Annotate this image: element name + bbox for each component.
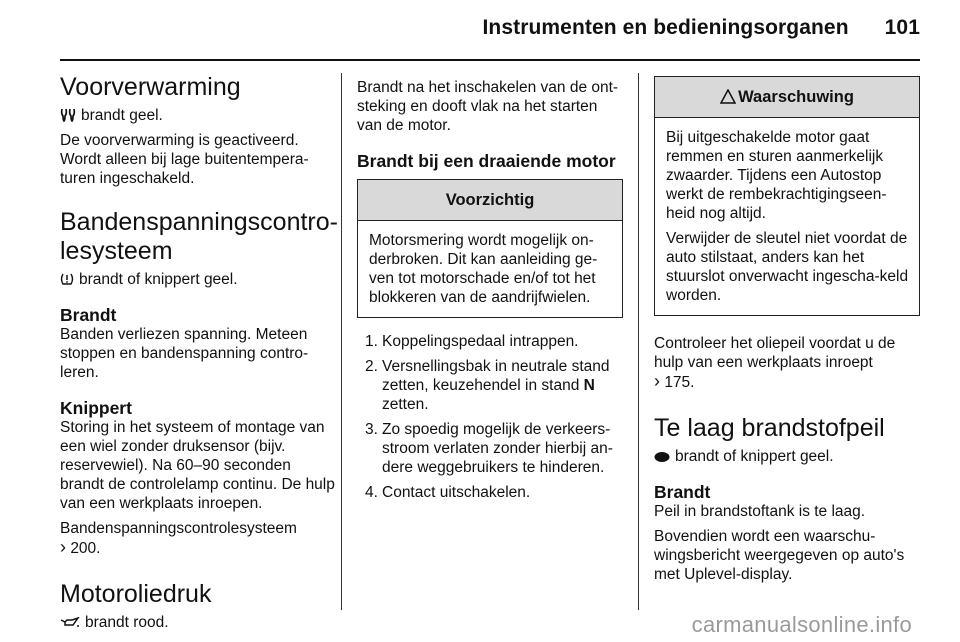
- bandenspanning-status: [60, 270, 335, 289]
- fuel-brandt-p2: Bovendien wordt een waarschu-wingsbericht weergegeven op auto's met Uplevel-display.: [654, 528, 905, 583]
- oil-check-text: [654, 334, 920, 392]
- tire-pressure-icon: [60, 272, 74, 286]
- motoroliedruk-status: [60, 613, 335, 632]
- oil-check-sentence: Controleer het oliepeil voordat u de hulp van een werkplaats inroept: [654, 335, 896, 371]
- page-number: 101: [884, 16, 920, 39]
- section-title-brandstofpeil: Te laag brandstofpeil: [654, 414, 885, 442]
- warning-body: [655, 118, 919, 315]
- warning-paragraph-2: Verwijder de sleutel niet voordat de auto stilstaat, anders kan het stuurslot onverwacht ingescha-keld worden.: [666, 230, 909, 304]
- step-text: Contact uitschakelen.: [382, 484, 531, 501]
- low-fuel-icon: [654, 451, 670, 463]
- bandenspanning-line1: brandt of knippert geel.: [79, 271, 238, 288]
- reference-text: Bandenspanningscontrolesysteem: [60, 520, 297, 537]
- step-number: 2.: [365, 358, 378, 375]
- caution-title: Voorzichtig: [358, 180, 622, 221]
- section-title-motoroliedruk: Motoroliedruk: [60, 580, 212, 608]
- step-bold-text: N: [583, 377, 595, 394]
- column-2: [357, 78, 623, 508]
- motoroliedruk-intro: Brandt na het inschakelen van de ont-steking en dooft vlak na het starten van de motor.: [357, 79, 619, 134]
- brandt-description: Banden verliezen spanning. Meteen stoppen en bandenspanning contro-leren.: [60, 326, 309, 381]
- caution-text: Motorsmering wordt mogelijk on-derbroken. Dit kan aanleiding ge-ven tot motorschade en/of tot het blokkeren van de aandrijfwielen.: [369, 232, 598, 306]
- subtitle-brandt: Brandt: [60, 305, 117, 325]
- watermark: carmanualsonline.info: [691, 612, 912, 637]
- subtitle-knippert: Knippert: [60, 398, 132, 418]
- step-text-end: zetten.: [382, 396, 429, 413]
- glow-plug-icon: [60, 108, 76, 122]
- header-rule: [60, 59, 920, 61]
- warning-icon: [720, 89, 736, 104]
- oil-reference-page: 175.: [664, 374, 695, 391]
- subtitle-draaiende-motor: Brandt bij een draaiende motor: [357, 151, 616, 171]
- warning-symbol-char: [720, 93, 736, 102]
- knippert-description: Storing in het systeem of montage van een wiel zonder druksensor (bijv. reservewiel). Na 60–90 seconden brandt de controlelamp continu. De hulp van een werkplaats inroepen.: [60, 419, 335, 512]
- page-reference-link[interactable]: [60, 540, 100, 557]
- reference-bandenspanning: [60, 519, 335, 558]
- reference-page: 200.: [70, 540, 101, 557]
- list-item: [357, 332, 623, 351]
- column-3: [654, 76, 920, 584]
- voorverwarming-status: [60, 106, 335, 125]
- step-text: Koppelingspedaal intrappen.: [382, 333, 579, 350]
- list-item: [357, 420, 623, 477]
- step-text: Versnellingsbak in neutrale stand zetten, keuzehendel in stand: [382, 358, 610, 394]
- steps-list: [357, 332, 623, 502]
- warning-title: Waarschuwing: [738, 88, 854, 106]
- warning-box: [654, 76, 920, 316]
- fuel-brandt-p1: Peil in brandstoftank is te laag.: [654, 503, 866, 520]
- header-title: Instrumenten en bedieningsorganen: [482, 16, 849, 39]
- brandstofpeil-status: [654, 447, 920, 466]
- page-header: [482, 16, 920, 40]
- voorverwarming-description: De voorverwarming is geactiveerd. Wordt alleen bij lage buitentempera-turen ingeschakeld.: [60, 132, 309, 187]
- column-divider-1: [341, 73, 342, 610]
- step-number: 1.: [365, 333, 378, 350]
- warning-title-bar: [655, 77, 919, 118]
- section-title-bandenspanning: Bandenspanningscontro-lesysteem: [60, 208, 338, 265]
- step-number: 3.: [365, 421, 378, 438]
- section-title-voorverwarming: Voorverwarming: [60, 73, 241, 101]
- column-divider-2: [638, 73, 639, 610]
- oil-can-icon: [60, 617, 80, 629]
- list-item: [357, 483, 623, 502]
- step-number: 4.: [365, 484, 378, 501]
- column-1: [60, 73, 338, 632]
- caution-box: [357, 179, 623, 318]
- voorverwarming-line1: brandt geel.: [81, 107, 163, 124]
- list-item: [357, 357, 623, 414]
- motoroliedruk-line1: brandt rood.: [85, 614, 169, 631]
- subtitle-brandt-fuel: Brandt: [654, 482, 711, 502]
- warning-paragraph-1: Bij uitgeschakelde motor gaat remmen en sturen aanmerkelijk zwaarder. Tijdens een Autostop werkt de rembekrachtigingseen-heid nog altijd.: [666, 129, 887, 222]
- page-reference-link[interactable]: [654, 374, 694, 391]
- step-text: Zo spoedig mogelijk de verkeers-stroom verlaten zonder hierbij an-dere weggebruikers te hinderen.: [382, 421, 613, 476]
- brandstofpeil-line1: brandt of knippert geel.: [675, 448, 834, 465]
